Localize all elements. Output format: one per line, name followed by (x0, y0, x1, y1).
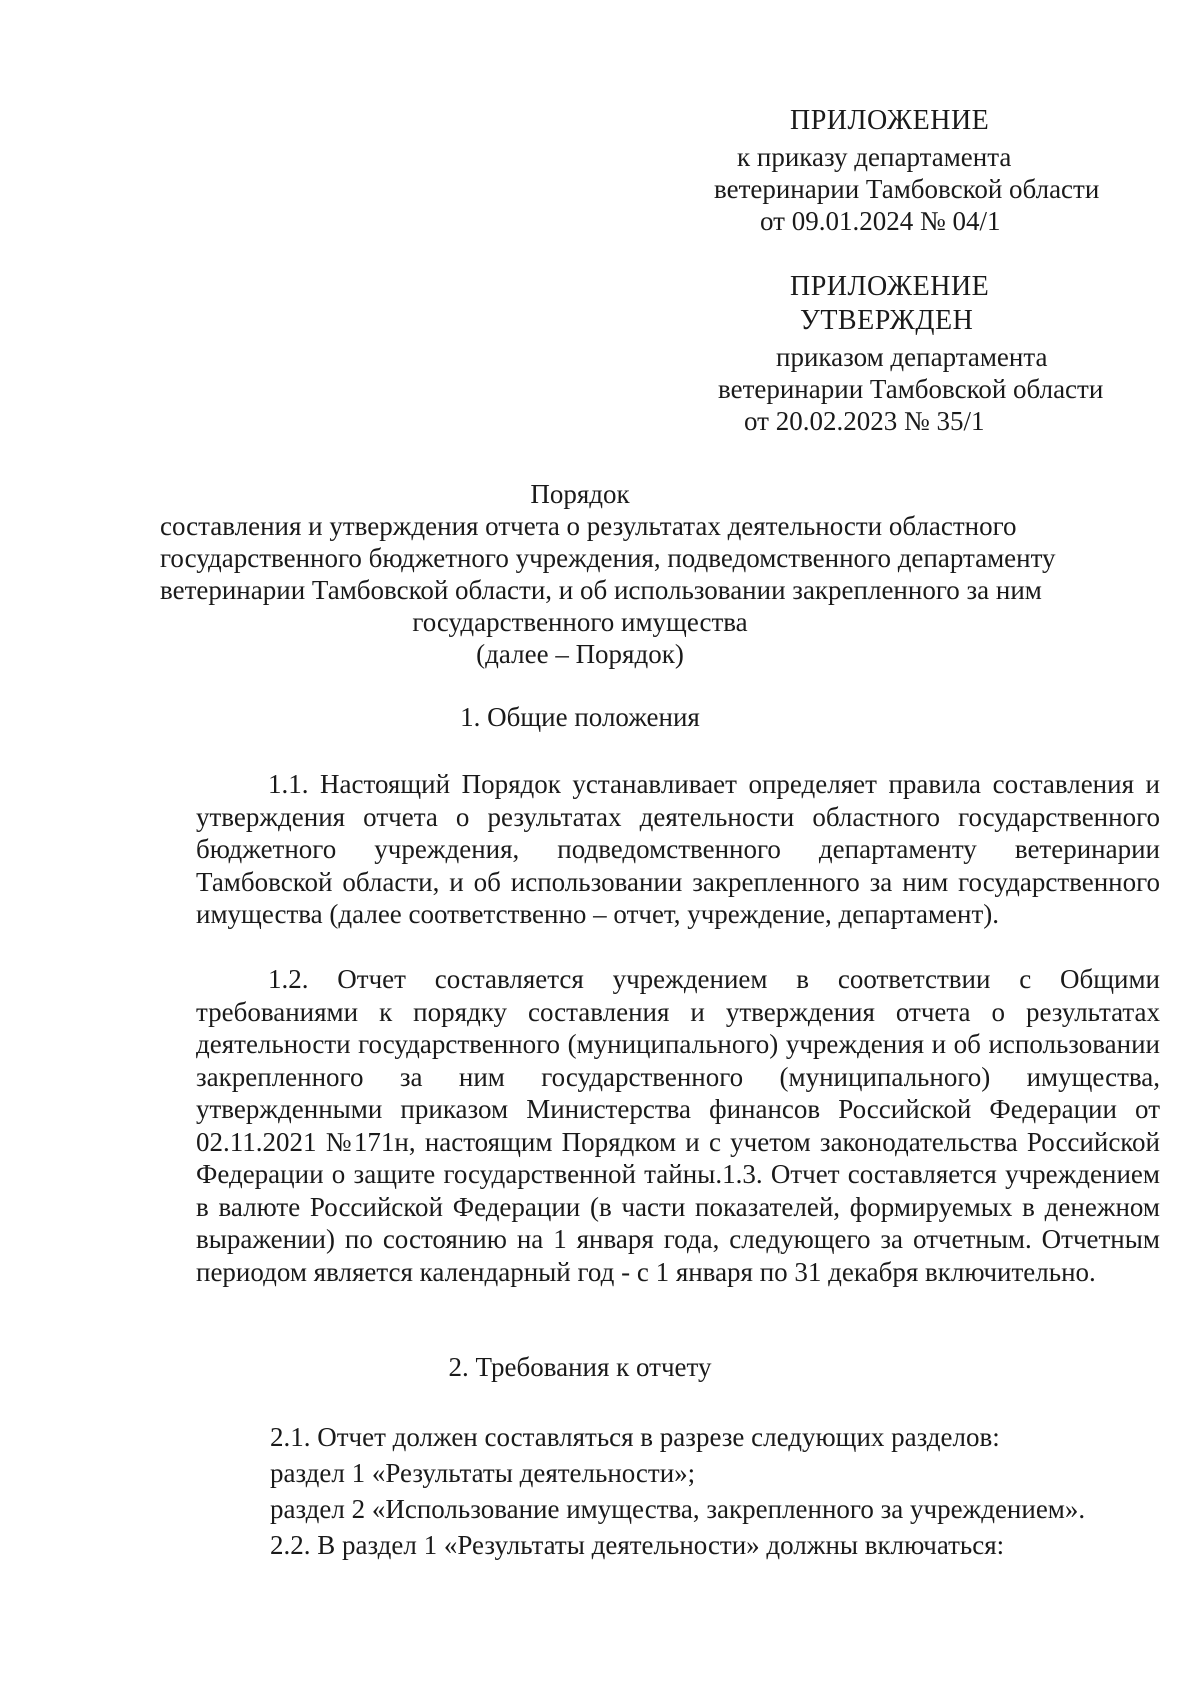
paragraph-1-1: 1.1. Настоящий Порядок устанавливает определяет правила составления и утверждения отчета о результатах деятельности областного государственного бюджетного учреждения, подведомственного департаменту ветеринарии Тамбовской области, и об использовании закрепленного за ним государственного имущества (далее соответственно – отчет, учреждение, департамент). (196, 769, 1160, 929)
header-current-title: ПРИЛОЖЕНИЕ (790, 105, 990, 136)
paragraph-1-2: 1.2. Отчет составляется учреждением в соответствии с Общими требованиями к порядку составления и утверждения отчета о результатах деятельности государственного (муниципального) учреждения и об использовании закрепленного за ним государственного (муниципального) имущества, утвержденными приказом Министерства финансов Российской Федерации от 02.11.2021 №171н, настоящим Порядком и с учетом законодательства Российской Федерации о защите государственной тайны.1.3. Отчет составляется учреждением в валюте Российской Федерации (в части показателей, формируемых в денежном выражении) по состоянию на 1 января года, следующего за отчетным. Отчетным периодом является календарный год - с 1 января по 31 декабря включительно. (196, 964, 1160, 1287)
document-title (160, 478, 1056, 670)
title-line-1: Порядок (530, 479, 630, 509)
header-current-line1: к приказу департамента (737, 142, 1012, 172)
title-line-2: составления и утверждения отчета о результатах деятельности областного (160, 511, 1017, 541)
section-1-heading: 1. Общие положения (460, 702, 700, 732)
section-2-heading: 2. Требования к отчету (448, 1352, 712, 1382)
header-original-line3: от 20.02.2023 № 35/1 (744, 406, 985, 436)
header-current-line2: ветеринарии Тамбовской области (714, 174, 1100, 204)
title-line-5: государственного имущества (412, 607, 748, 637)
paragraph-2-2: 2.2. В раздел 1 «Результаты деятельности» должны включаться: (270, 1530, 1005, 1560)
header-original-line1: приказом департамента (776, 342, 1048, 372)
title-line-6: (далее – Порядок) (476, 639, 684, 669)
title-line-4: ветеринарии Тамбовской области, и об использовании закрепленного за ним (160, 575, 1042, 605)
header-original-title: ПРИЛОЖЕНИЕ (790, 271, 990, 302)
section-2-list-item-2: раздел 2 «Использование имущества, закрепленного за учреждением». (270, 1494, 1086, 1524)
paragraph-2-1: 2.1. Отчет должен составляться в разрезе следующих разделов: (270, 1422, 1000, 1452)
header-original-line2: ветеринарии Тамбовской области (718, 374, 1104, 404)
section-2-list-item-1: раздел 1 «Результаты деятельности»; (270, 1458, 696, 1488)
header-original-approved: УТВЕРЖДЕН (800, 305, 974, 336)
title-line-3: государственного бюджетного учреждения, подведомственного департаменту (160, 543, 1056, 573)
header-current-line3: от 09.01.2024 № 04/1 (760, 206, 1001, 236)
